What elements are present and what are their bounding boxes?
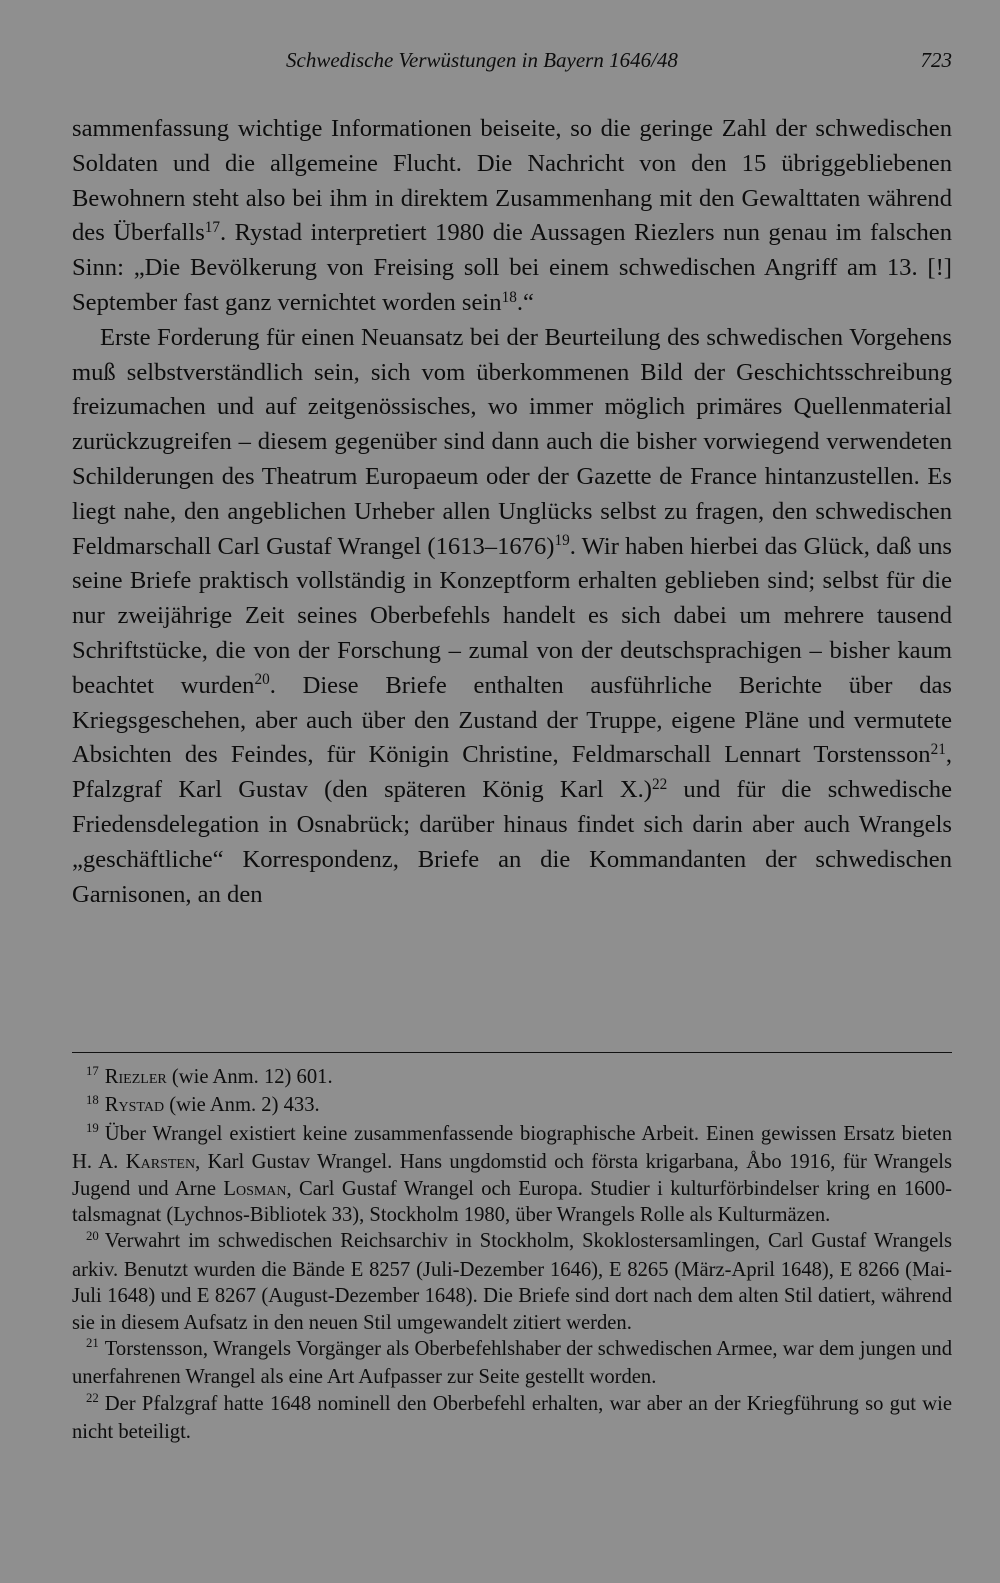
footnote-number: 18 xyxy=(86,1092,99,1107)
footnote-20 xyxy=(72,1228,952,1336)
footnote-ref-19[interactable]: 19 xyxy=(554,532,570,550)
footnote-author: Losman xyxy=(223,1177,287,1200)
footnote-text: (wie Anm. 2) 433. xyxy=(164,1094,320,1117)
text-run: sammenfassung wichtige Informationen beiseite, so die geringe Zahl der schwedischen Soldaten und die allgemeine Flucht. Die Nachricht von den 15 übriggebliebenen Bewohnern steht also bei ihm in direktem Zusammenhang mit den Gewalttaten während des Überfalls xyxy=(72,115,952,247)
footnote-ref-18[interactable]: 18 xyxy=(501,288,517,306)
text-run: . Rystad interpretiert 1980 die Aussagen Riezlers nun genau im falschen Sinn: „Die Bevölkerung von Freising soll bei einem schwedischen Angriff am 13. [!] September fast ganz vernichtet worden sein xyxy=(72,219,952,316)
footnote-text: Torstensson, Wrangels Vorgänger als Oberbefehlshaber der schwedischen Armee, war dem jungen und unerfahrenen Wrangel als eine Art Aufpasser zur Seite gestellt worden. xyxy=(72,1338,952,1389)
main-text xyxy=(72,112,952,912)
footnote-text: Der Pfalzgraf hatte 1648 nominell den Oberbefehl erhalten, war aber an der Kriegführung so gut wie nicht beteiligt. xyxy=(72,1392,952,1444)
footnote-ref-20[interactable]: 20 xyxy=(254,671,270,689)
footnote-number: 21 xyxy=(86,1336,99,1351)
footnote-21 xyxy=(72,1336,952,1391)
footnote-17 xyxy=(72,1064,952,1092)
footnote-number: 19 xyxy=(86,1121,99,1136)
footnote-number: 22 xyxy=(86,1391,99,1406)
page-number: 723 xyxy=(920,48,952,72)
text-run: . Diese Briefe enthalten ausführliche Berichte über das Kriegsgeschehen, aber auch über den Zustand der Truppe, eigene Pläne und vermutete Absichten des Feindes, für Königin Christine, Feldmarschall Lennart Torstensson xyxy=(72,671,952,769)
footnote-22 xyxy=(72,1391,952,1446)
footnote-text: (wie Anm. 12) 601. xyxy=(166,1066,333,1088)
running-header xyxy=(72,48,952,78)
footnote-18 xyxy=(72,1092,952,1120)
footnote-ref-21[interactable]: 21 xyxy=(930,740,946,758)
footnote-author: Karsten xyxy=(125,1151,196,1174)
footnote-number: 20 xyxy=(86,1228,99,1243)
text-run: , Pfalzgraf Karl Gustav (den späteren König Karl X.) xyxy=(72,741,952,804)
footnote-ref-17[interactable]: 17 xyxy=(204,219,221,237)
running-title: Schwedische Verwüstungen in Bayern 1646/48 xyxy=(286,48,678,72)
footnote-text: Verwahrt im schwedischen Reichsarchiv in Stockholm, Skoklostersamlingen, Carl Gustaf Wrangels arkiv. Benutzt wurden die Bände E 8257 (Juli-Dezember 1646), E 8265 (März-April 1648), E 8266 (Mai-Juli 1648) und E 8267 (August-Dezember 1648). Die Briefe sind dort nach dem alten Stil datiert, während sie in diesem Aufsatz in den neuen Stil umgewandelt zitiert werden. xyxy=(72,1230,952,1334)
footnote-ref-22[interactable]: 22 xyxy=(651,775,668,793)
footnote-divider xyxy=(72,1052,952,1053)
footnotes xyxy=(72,1064,952,1446)
footnote-19 xyxy=(72,1121,952,1229)
paragraph-1 xyxy=(72,112,952,321)
text-run: .“ xyxy=(516,288,534,316)
footnote-text: Über Wrangel existiert keine zusammenfassende biographische Arbeit. Einen gewissen Ersatz bieten H. A. xyxy=(72,1122,952,1174)
text-run: und für die schwedische Friedensdelegation in Osnabrück; darüber hinaus findet sich darin aber auch Wrangels „geschäftliche“ Korrespondenz, Briefe an die Kommandanten der schwedischen Garnisonen, an den xyxy=(72,776,952,908)
footnote-text: , Karl Gustav Wrangel. Hans ungdomstid och första krigarbana, Åbo 1916, für Wrangels Jugend und Arne xyxy=(72,1151,952,1200)
text-run: . Wir haben hierbei das Glück, daß uns seine Briefe praktisch vollständig in Konzeptform erhalten geblieben sind; selbst für die nur zweijährige Zeit seines Oberbefehls handelt es sich dabei um mehrere tausend Schriftstücke, die von der Forschung – zumal von der deutschsprachigen – bisher kaum beachtet wurden xyxy=(72,532,952,699)
footnote-author: Riezler xyxy=(104,1066,167,1088)
footnote-author: Rystad xyxy=(104,1094,165,1117)
text-run: Erste Forderung für einen Neuansatz bei der Beurteilung des schwedischen Vorgehens muß selbstverständlich sein, sich vom überkommenen Bild der Geschichtsschreibung freizumachen und auf zeitgenössisches, wo immer möglich primäres Quellenmaterial zurückzugreifen – diesem gegenüber sind dann auch die bisher vorwiegend verwendeten Schilderungen des Theatrum Europaeum oder der Gazette de France hintanzustellen. Es liegt nahe, den angeblichen Urheber allen Unglücks selbst zu fragen, den schwedischen Feldmarschall Carl Gustaf Wrangel (1613–1676) xyxy=(72,323,952,560)
footnote-text: , Carl Gustaf Wrangel och Europa. Studier i kulturförbindelser kring en 1600-talsmagnat (Lychnos-Bibliotek 33), Stockholm 1980, über Wrangels Rolle als Kulturmäzen. xyxy=(72,1177,952,1227)
footnote-number: 17 xyxy=(86,1064,99,1079)
paragraph-2 xyxy=(72,321,952,913)
